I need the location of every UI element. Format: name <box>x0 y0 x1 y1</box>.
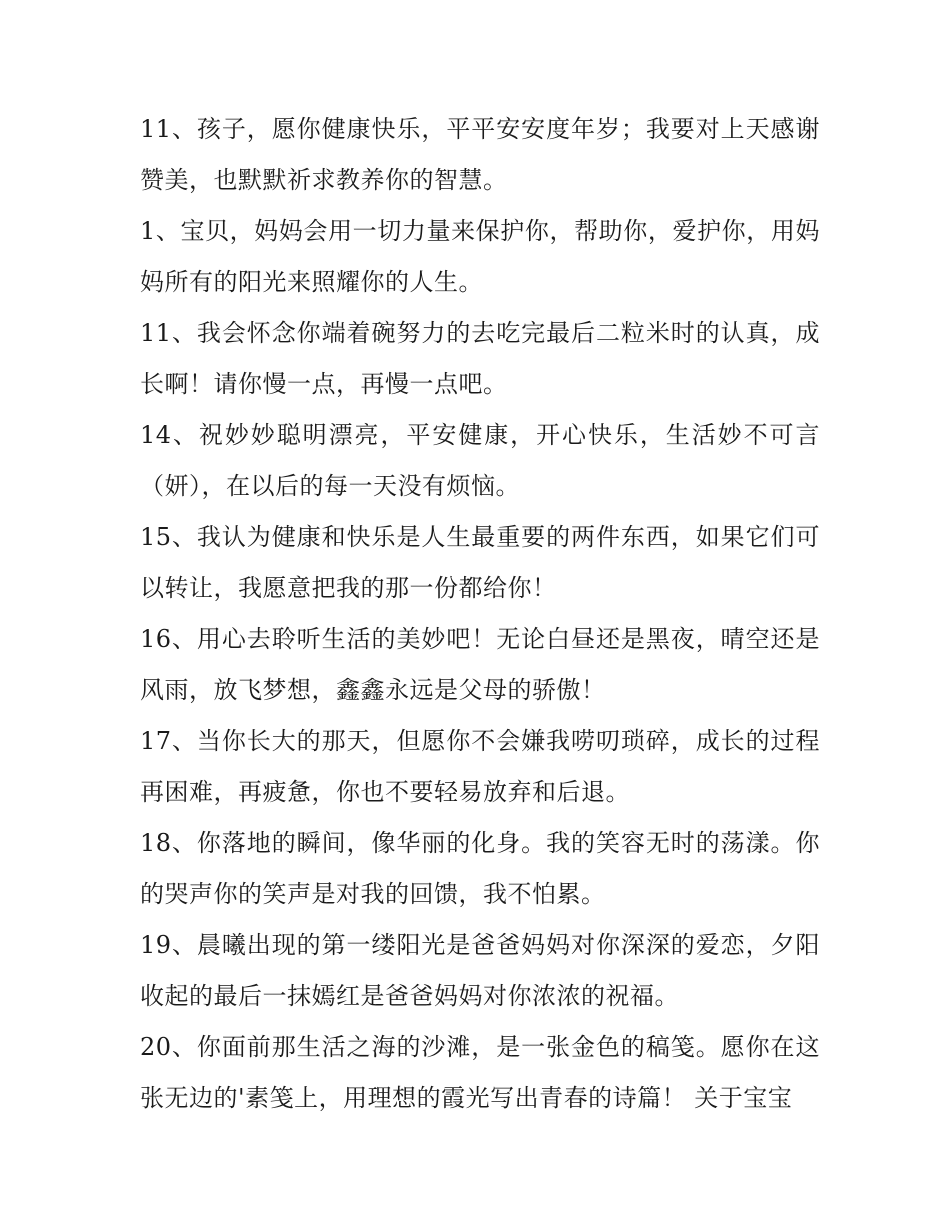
paragraph-6: 16、用心去聆听生活的美妙吧！无论白昼还是黑夜，晴空还是风雨，放飞梦想，鑫鑫永远是父母的骄傲！ <box>140 625 820 704</box>
paragraph-10: 20、你面前那生活之海的沙滩，是一张金色的稿笺。愿你在这张无边的'素笺上，用理想的霞光写出青春的诗篇！ 关于宝宝 <box>140 1033 820 1112</box>
paragraph-5: 15、我认为健康和快乐是人生最重要的两件东西，如果它们可以转让，我愿意把我的那一份都给你！ <box>140 523 820 602</box>
paragraph-4: 14、祝妙妙聪明漂亮，平安健康，开心快乐，生活妙不可言（妍），在以后的每一天没有烦恼。 <box>140 421 820 500</box>
paragraph-7: 17、当你长大的那天，但愿你不会嫌我唠叨琐碎，成长的过程再困难，再疲惫，你也不要轻易放弃和后退。 <box>140 727 820 806</box>
paragraph-2: 1、宝贝，妈妈会用一切力量来保护你，帮助你，爱护你，用妈妈所有的阳光来照耀你的人生。 <box>140 217 820 296</box>
paragraph-8: 18、你落地的瞬间，像华丽的化身。我的笑容无时的荡漾。你的哭声你的笑声是对我的回馈，我不怕累。 <box>140 829 820 908</box>
paragraph-1: 11、孩子，愿你健康快乐，平平安安度年岁；我要对上天感谢赞美，也默默祈求教养你的智慧。 <box>140 115 820 194</box>
document-body <box>140 104 820 1124</box>
paragraph-3: 11、我会怀念你端着碗努力的去吃完最后二粒米时的认真，成长啊！请你慢一点，再慢一点吧。 <box>140 319 820 398</box>
paragraph-9: 19、晨曦出现的第一缕阳光是爸爸妈妈对你深深的爱恋，夕阳收起的最后一抹嫣红是爸爸妈妈对你浓浓的祝福。 <box>140 931 820 1010</box>
